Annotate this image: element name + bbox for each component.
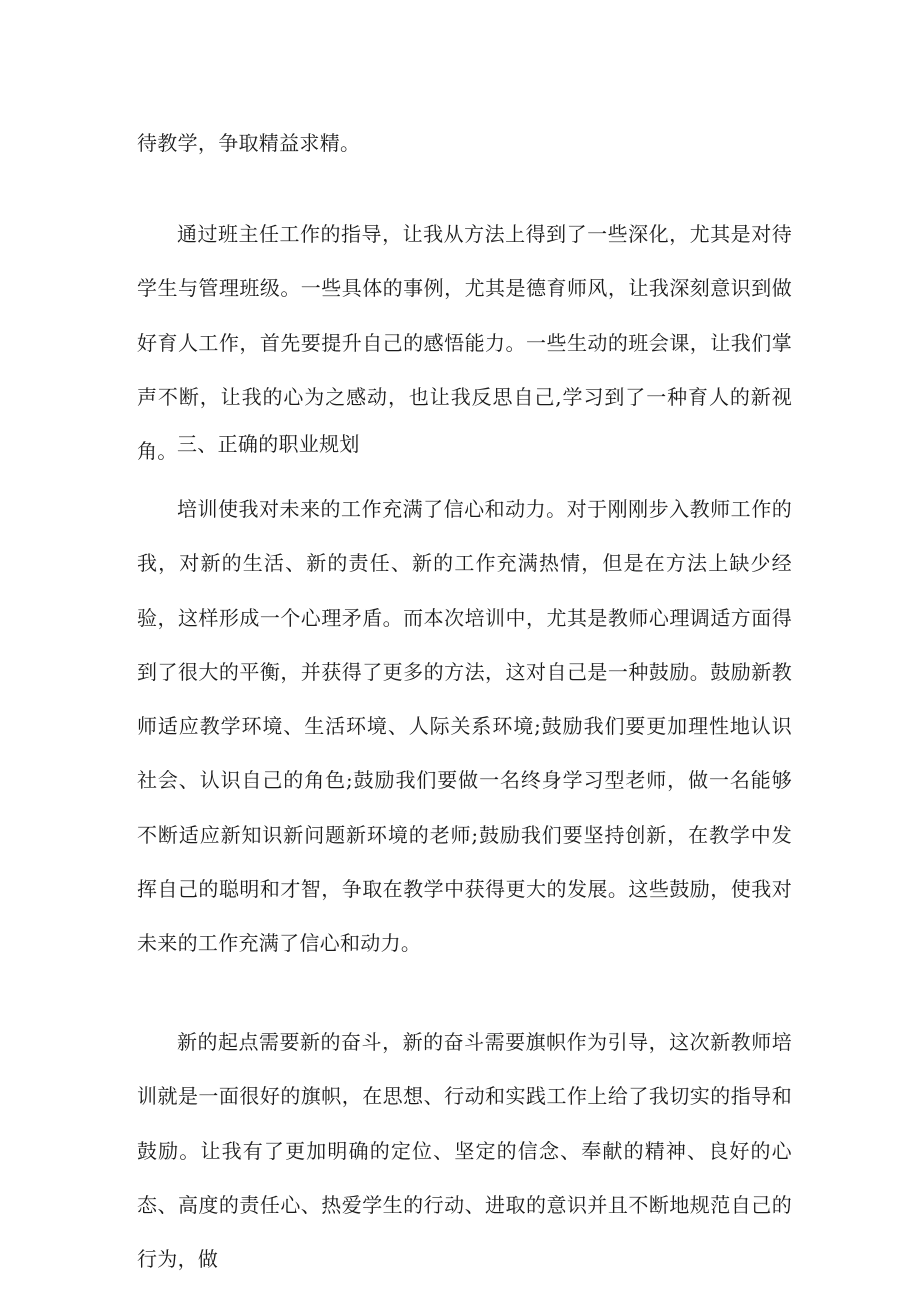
section-heading: 三、正确的职业规划: [177, 432, 360, 456]
paragraph-training-confidence: 培训使我对未来的工作充满了信心和动力。对于刚刚步入教师工作的我，对新的生活、新的责任、新的工作充满热情，但是在方法上缺少经验，这样形成一个心理矛盾。而本次培训中，尤其是教师心理调适方面得到了很大的平衡，并获得了更多的方法，这对自己是一种鼓励。鼓励新教师适应教学环境、生活环境、人际关系环境;鼓励我们要更加理性地认识社会、认识自己的角色;鼓励我们要做一名终身学习型老师，做一名能够不断适应新知识新问题新环境的老师;鼓励我们要坚持创新，在教学中发挥自己的聪明和才智，争取在教学中获得更大的发展。这些鼓励，使我对未来的工作充满了信心和动力。: [137, 497, 792, 956]
paragraph-continuation: 待教学，争取精益求精。: [137, 131, 361, 155]
paragraph-new-starting-point: 新的起点需要新的奋斗，新的奋斗需要旗帜作为引导，这次新教师培训就是一面很好的旗帜，在思想、行动和实践工作上给了我切实的指导和鼓励。让我有了更加明确的定位、坚定的信念、奉献的精神、良好的心态、高度的责任心、热爱学生的行动、进取的意识并且不断地规范自己的行为，做: [137, 1030, 792, 1272]
paragraph-class-teacher-guidance: 通过班主任工作的指导，让我从方法上得到了一些深化，尤其是对待学生与管理班级。一些具体的事例，尤其是德育师风，让我深刻意识到做好育人工作，首先要提升自己的感悟能力。一些生动的班会课，让我们掌声不断，让我的心为之感动，也让我反思自己,学习到了一种育人的新视角。: [137, 222, 792, 464]
